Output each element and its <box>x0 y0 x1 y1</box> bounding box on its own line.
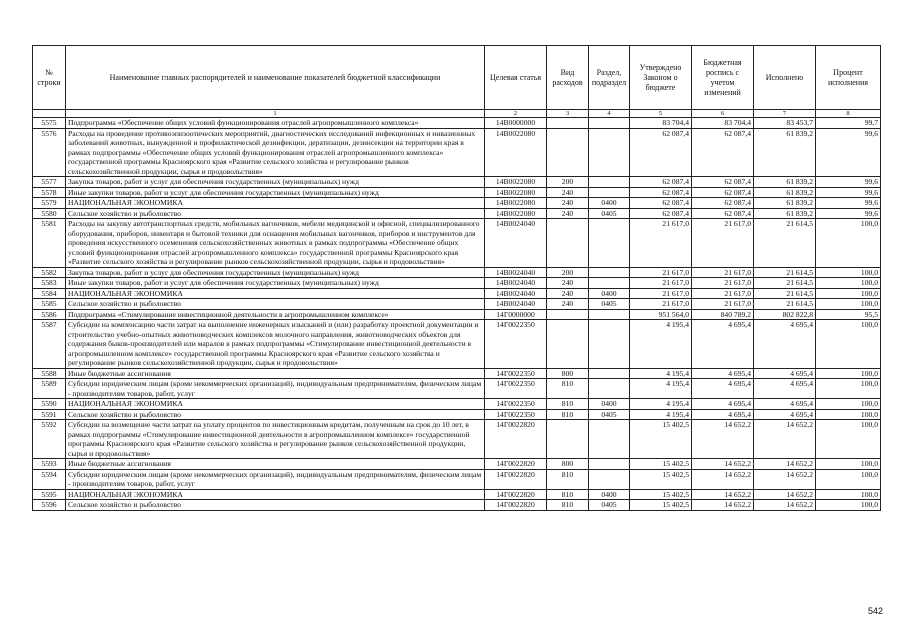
execution-percent: 99,6 <box>816 198 881 209</box>
schedule-amount: 62 087,4 <box>692 177 754 188</box>
row-number: 5595 <box>33 489 66 500</box>
row-name: Подпрограмма «Обеспечение общих условий функционирования отраслей агропромышленного комплекса» <box>66 118 485 129</box>
execution-percent: 100,0 <box>816 219 881 268</box>
target-article: 14В0024040 <box>485 299 547 310</box>
approved-amount: 62 087,4 <box>630 177 692 188</box>
approved-amount: 21 617,0 <box>630 299 692 310</box>
executed-amount: 61 839,2 <box>754 187 816 198</box>
schedule-amount: 14 652,2 <box>692 469 754 489</box>
execution-percent: 100,0 <box>816 399 881 410</box>
row-number: 5583 <box>33 278 66 289</box>
table-row <box>33 469 881 489</box>
schedule-amount: 62 087,4 <box>692 208 754 219</box>
expense-type: 240 <box>547 208 589 219</box>
schedule-amount: 4 695,4 <box>692 320 754 369</box>
row-number: 5579 <box>33 198 66 209</box>
header-name: Наименование главных распорядителей и наименование показателей бюджетной классификации <box>66 46 485 110</box>
table-row <box>33 267 881 278</box>
header-target: Целевая статья <box>485 46 547 110</box>
schedule-amount: 21 617,0 <box>692 288 754 299</box>
table-row <box>33 219 881 268</box>
expense-type: 200 <box>547 267 589 278</box>
expense-type <box>547 320 589 369</box>
executed-amount: 4 695,4 <box>754 379 816 399</box>
approved-amount: 4 195,4 <box>630 368 692 379</box>
schedule-amount: 14 652,2 <box>692 420 754 459</box>
execution-percent: 100,0 <box>816 489 881 500</box>
row-number: 5587 <box>33 320 66 369</box>
table-row <box>33 379 881 399</box>
section-code <box>589 128 630 177</box>
row-name: Субсидии юридическим лицам (кроме некоммерческих организаций), индивидуальным предпринимателям, физическим лицам - производителям товаров, работ, услуг <box>66 469 485 489</box>
target-article: 14Г0022820 <box>485 459 547 470</box>
executed-amount: 61 839,2 <box>754 198 816 209</box>
row-number: 5584 <box>33 288 66 299</box>
schedule-amount: 62 087,4 <box>692 187 754 198</box>
executed-amount: 21 614,5 <box>754 267 816 278</box>
approved-amount: 21 617,0 <box>630 267 692 278</box>
table-row <box>33 118 881 129</box>
row-name: Иные бюджетные ассигнования <box>66 368 485 379</box>
approved-amount: 62 087,4 <box>630 198 692 209</box>
row-name: Субсидии на компенсацию части затрат на выполнение инженерных изысканий и (или) разработку проектной документации и строительство учебно-опытных животноводческих комплексов молочного направления, животноводческих объектов для содержания быков-производителей или маралов в рамках подпрограммы «Стимулирование инвестиционной деятельности в агропромышленном комплексе» государственной программы Красноярского края «Развитие сельского хозяйства и регулирование рынков сельскохозяйственной продукции, сырья и продовольствия» <box>66 320 485 369</box>
header-expense-type: Вид расходов <box>547 46 589 110</box>
expense-type: 810 <box>547 469 589 489</box>
column-number: 4 <box>589 110 630 118</box>
table-row <box>33 278 881 289</box>
approved-amount: 15 402,5 <box>630 420 692 459</box>
row-name: Закупка товаров, работ и услуг для обеспечения государственных (муниципальных) нужд <box>66 267 485 278</box>
header-section: Раздел, подраздел <box>589 46 630 110</box>
approved-amount: 4 195,4 <box>630 379 692 399</box>
executed-amount: 802 822,8 <box>754 309 816 320</box>
section-code <box>589 219 630 268</box>
executed-amount: 61 839,2 <box>754 208 816 219</box>
column-number: 6 <box>692 110 754 118</box>
executed-amount: 4 695,4 <box>754 409 816 420</box>
column-number: 3 <box>547 110 589 118</box>
row-number: 5593 <box>33 459 66 470</box>
row-number: 5588 <box>33 368 66 379</box>
target-article: 14Г0022350 <box>485 368 547 379</box>
execution-percent: 99,6 <box>816 128 881 177</box>
expense-type: 810 <box>547 500 589 511</box>
table-row <box>33 500 881 511</box>
row-name: Сельское хозяйство и рыболовство <box>66 299 485 310</box>
table-row <box>33 288 881 299</box>
row-number: 5596 <box>33 500 66 511</box>
target-article: 14Г0022820 <box>485 420 547 459</box>
row-number: 5594 <box>33 469 66 489</box>
table-row <box>33 299 881 310</box>
table-row <box>33 198 881 209</box>
expense-type: 200 <box>547 177 589 188</box>
target-article: 14В0022080 <box>485 198 547 209</box>
expense-type: 240 <box>547 299 589 310</box>
execution-percent: 95,5 <box>816 309 881 320</box>
target-article: 14Г0022350 <box>485 399 547 410</box>
executed-amount: 14 652,2 <box>754 489 816 500</box>
row-number: 5585 <box>33 299 66 310</box>
table-row <box>33 489 881 500</box>
approved-amount: 62 087,4 <box>630 208 692 219</box>
schedule-amount: 14 652,2 <box>692 489 754 500</box>
table-body <box>33 118 881 511</box>
section-code <box>589 368 630 379</box>
row-name: Сельское хозяйство и рыболовство <box>66 208 485 219</box>
target-article: 14В0000000 <box>485 118 547 129</box>
expense-type <box>547 219 589 268</box>
header-approved: Утверждено Законом о бюджете <box>630 46 692 110</box>
row-number: 5577 <box>33 177 66 188</box>
section-code: 0400 <box>589 288 630 299</box>
executed-amount: 21 614,5 <box>754 288 816 299</box>
row-name: Субсидии юридическим лицам (кроме некоммерческих организаций), индивидуальным предпринимателям, физическим лицам - производителям товаров, работ, услуг <box>66 379 485 399</box>
executed-amount: 61 839,2 <box>754 128 816 177</box>
section-code: 0400 <box>589 198 630 209</box>
approved-amount: 21 617,0 <box>630 219 692 268</box>
approved-amount: 15 402,5 <box>630 500 692 511</box>
schedule-amount: 21 617,0 <box>692 267 754 278</box>
approved-amount: 15 402,5 <box>630 489 692 500</box>
row-name: НАЦИОНАЛЬНАЯ ЭКОНОМИКА <box>66 489 485 500</box>
row-number: 5589 <box>33 379 66 399</box>
section-code: 0400 <box>589 489 630 500</box>
table-row <box>33 208 881 219</box>
table-row <box>33 320 881 369</box>
schedule-amount: 21 617,0 <box>692 219 754 268</box>
column-number: 2 <box>485 110 547 118</box>
expense-type <box>547 420 589 459</box>
row-name: Сельское хозяйство и рыболовство <box>66 500 485 511</box>
schedule-amount: 83 704,4 <box>692 118 754 129</box>
row-name: НАЦИОНАЛЬНАЯ ЭКОНОМИКА <box>66 198 485 209</box>
row-name: Иные закупки товаров, работ и услуг для обеспечения государственных (муниципальных) нужд <box>66 187 485 198</box>
target-article: 14В0024040 <box>485 267 547 278</box>
row-name: НАЦИОНАЛЬНАЯ ЭКОНОМИКА <box>66 399 485 410</box>
execution-percent: 100,0 <box>816 299 881 310</box>
row-name: Расходы на закупку автотранспортных средств, мобильных вагончиков, мебели медицинской и офисной, специализированного оборудования, приборов, инвентаря и бытовой техники для оснащения мобильных вагончиков, приборов и инструментов для проведения искусственного осеменения сельскохозяйственных животных в рамках подпрограммы «Обеспечение общих условий функционирования отраслей агропромышленного комплекса» государственной программы Красноярского края «Развитие сельского хозяйства и регулирование рынков сельскохозяйственной продукции, сырья и продовольствия» <box>66 219 485 268</box>
expense-type: 240 <box>547 288 589 299</box>
expense-type: 810 <box>547 489 589 500</box>
execution-percent: 100,0 <box>816 368 881 379</box>
execution-percent: 99,6 <box>816 187 881 198</box>
approved-amount: 15 402,5 <box>630 469 692 489</box>
schedule-amount: 4 695,4 <box>692 368 754 379</box>
expense-type: 810 <box>547 399 589 410</box>
target-article: 14Г0022820 <box>485 469 547 489</box>
row-number: 5578 <box>33 187 66 198</box>
column-number: 1 <box>66 110 485 118</box>
header-row <box>33 46 881 110</box>
executed-amount: 14 652,2 <box>754 469 816 489</box>
execution-percent: 100,0 <box>816 267 881 278</box>
expense-type <box>547 309 589 320</box>
section-code: 0405 <box>589 299 630 310</box>
section-code <box>589 320 630 369</box>
column-number-row <box>33 110 881 118</box>
row-number: 5581 <box>33 219 66 268</box>
row-number: 5576 <box>33 128 66 177</box>
approved-amount: 83 704,4 <box>630 118 692 129</box>
section-code <box>589 118 630 129</box>
header-percent: Процент исполнения <box>816 46 881 110</box>
expense-type: 810 <box>547 379 589 399</box>
execution-percent: 100,0 <box>816 320 881 369</box>
section-code <box>589 469 630 489</box>
row-name: Подпрограмма «Стимулирование инвестиционной деятельности в агропромышленном комплексе» <box>66 309 485 320</box>
header-schedule: Бюджетная роспись с учетом изменений <box>692 46 754 110</box>
execution-percent: 100,0 <box>816 500 881 511</box>
schedule-amount: 4 695,4 <box>692 409 754 420</box>
page-number: 542 <box>867 606 883 616</box>
row-number: 5575 <box>33 118 66 129</box>
section-code <box>589 379 630 399</box>
execution-percent: 99,7 <box>816 118 881 129</box>
approved-amount: 951 564,0 <box>630 309 692 320</box>
row-name: Иные закупки товаров, работ и услуг для обеспечения государственных (муниципальных) нужд <box>66 278 485 289</box>
section-code: 0405 <box>589 500 630 511</box>
column-number <box>33 110 66 118</box>
row-number: 5582 <box>33 267 66 278</box>
column-number: 8 <box>816 110 881 118</box>
table-row <box>33 459 881 470</box>
schedule-amount: 4 695,4 <box>692 379 754 399</box>
schedule-amount: 840 789,2 <box>692 309 754 320</box>
schedule-amount: 14 652,2 <box>692 500 754 511</box>
schedule-amount: 62 087,4 <box>692 128 754 177</box>
header-execution: Исполнено <box>754 46 816 110</box>
section-code <box>589 267 630 278</box>
table-row <box>33 399 881 410</box>
execution-percent: 100,0 <box>816 278 881 289</box>
target-article: 14В0024040 <box>485 278 547 289</box>
target-article: 14Г0022350 <box>485 379 547 399</box>
row-name: Расходы на проведение противоэпизоотических мероприятий, диагностических исследований инфекционных и инвазионных заболеваний животных, вынужденной и профилактической дезинфекции, дератизации, дезинсекции на территории края в рамках подпрограммы «Обеспечение общих условий функционирования отраслей агропромышленного комплекса» государственной программы Красноярского края «Развитие сельского хозяйства и регулирование рынков сельскохозяйственной продукции, сырья и продовольствия» <box>66 128 485 177</box>
target-article: 14В0024040 <box>485 219 547 268</box>
target-article: 14В0024040 <box>485 288 547 299</box>
target-article: 14Г0000000 <box>485 309 547 320</box>
row-number: 5586 <box>33 309 66 320</box>
execution-percent: 100,0 <box>816 469 881 489</box>
section-code: 0400 <box>589 399 630 410</box>
approved-amount: 15 402,5 <box>630 459 692 470</box>
execution-percent: 100,0 <box>816 379 881 399</box>
executed-amount: 14 652,2 <box>754 459 816 470</box>
expense-type: 800 <box>547 459 589 470</box>
table-row <box>33 368 881 379</box>
table-row <box>33 187 881 198</box>
table-row <box>33 309 881 320</box>
approved-amount: 21 617,0 <box>630 278 692 289</box>
row-name: НАЦИОНАЛЬНАЯ ЭКОНОМИКА <box>66 288 485 299</box>
section-code: 0405 <box>589 208 630 219</box>
schedule-amount: 21 617,0 <box>692 299 754 310</box>
target-article: 14В0022080 <box>485 187 547 198</box>
executed-amount: 14 652,2 <box>754 500 816 511</box>
row-name: Иные бюджетные ассигнования <box>66 459 485 470</box>
section-code <box>589 420 630 459</box>
executed-amount: 4 695,4 <box>754 368 816 379</box>
target-article: 14Г0022350 <box>485 409 547 420</box>
approved-amount: 21 617,0 <box>630 288 692 299</box>
row-number: 5591 <box>33 409 66 420</box>
section-code <box>589 177 630 188</box>
expense-type: 810 <box>547 409 589 420</box>
table-row <box>33 128 881 177</box>
executed-amount: 14 652,2 <box>754 420 816 459</box>
target-article: 14Г0022820 <box>485 500 547 511</box>
execution-percent: 99,6 <box>816 177 881 188</box>
section-code <box>589 309 630 320</box>
section-code <box>589 459 630 470</box>
row-name: Субсидии на возмещение части затрат на уплату процентов по инвестиционным кредитам, полученным на срок до 10 лет, в рамках подпрограммы «Стимулирование инвестиционной деятельности в агропромышленном комплексе» государственной программы Красноярского края «Развитие сельского хозяйства и регулирование рынков сельскохозяйственной продукции, сырья и продовольствия» <box>66 420 485 459</box>
target-article: 14Г0022820 <box>485 489 547 500</box>
target-article: 14В0022080 <box>485 208 547 219</box>
schedule-amount: 62 087,4 <box>692 198 754 209</box>
schedule-amount: 4 695,4 <box>692 399 754 410</box>
section-code: 0405 <box>589 409 630 420</box>
expense-type: 240 <box>547 187 589 198</box>
target-article: 14В0022080 <box>485 177 547 188</box>
schedule-amount: 21 617,0 <box>692 278 754 289</box>
target-article: 14Г0022350 <box>485 320 547 369</box>
approved-amount: 4 195,4 <box>630 409 692 420</box>
expense-type <box>547 118 589 129</box>
expense-type: 800 <box>547 368 589 379</box>
row-number: 5592 <box>33 420 66 459</box>
executed-amount: 83 453,7 <box>754 118 816 129</box>
schedule-amount: 14 652,2 <box>692 459 754 470</box>
column-number: 5 <box>630 110 692 118</box>
table-row <box>33 177 881 188</box>
row-number: 5580 <box>33 208 66 219</box>
row-number: 5590 <box>33 399 66 410</box>
expense-type <box>547 128 589 177</box>
approved-amount: 4 195,4 <box>630 320 692 369</box>
executed-amount: 21 614,5 <box>754 278 816 289</box>
row-name: Закупка товаров, работ и услуг для обеспечения государственных (муниципальных) нужд <box>66 177 485 188</box>
table-row <box>33 420 881 459</box>
row-name: Сельское хозяйство и рыболовство <box>66 409 485 420</box>
approved-amount: 62 087,4 <box>630 128 692 177</box>
executed-amount: 4 695,4 <box>754 320 816 369</box>
table-row <box>33 409 881 420</box>
target-article: 14В0022080 <box>485 128 547 177</box>
execution-percent: 100,0 <box>816 459 881 470</box>
executed-amount: 21 614,5 <box>754 299 816 310</box>
approved-amount: 62 087,4 <box>630 187 692 198</box>
section-code <box>589 278 630 289</box>
header-row-no: № строки <box>33 46 66 110</box>
expense-type: 240 <box>547 198 589 209</box>
expense-type: 240 <box>547 278 589 289</box>
section-code <box>589 187 630 198</box>
execution-percent: 99,6 <box>816 208 881 219</box>
execution-percent: 100,0 <box>816 409 881 420</box>
executed-amount: 21 614,5 <box>754 219 816 268</box>
column-number: 7 <box>754 110 816 118</box>
executed-amount: 4 695,4 <box>754 399 816 410</box>
approved-amount: 4 195,4 <box>630 399 692 410</box>
execution-percent: 100,0 <box>816 288 881 299</box>
execution-percent: 100,0 <box>816 420 881 459</box>
executed-amount: 61 839,2 <box>754 177 816 188</box>
budget-table <box>32 45 881 511</box>
